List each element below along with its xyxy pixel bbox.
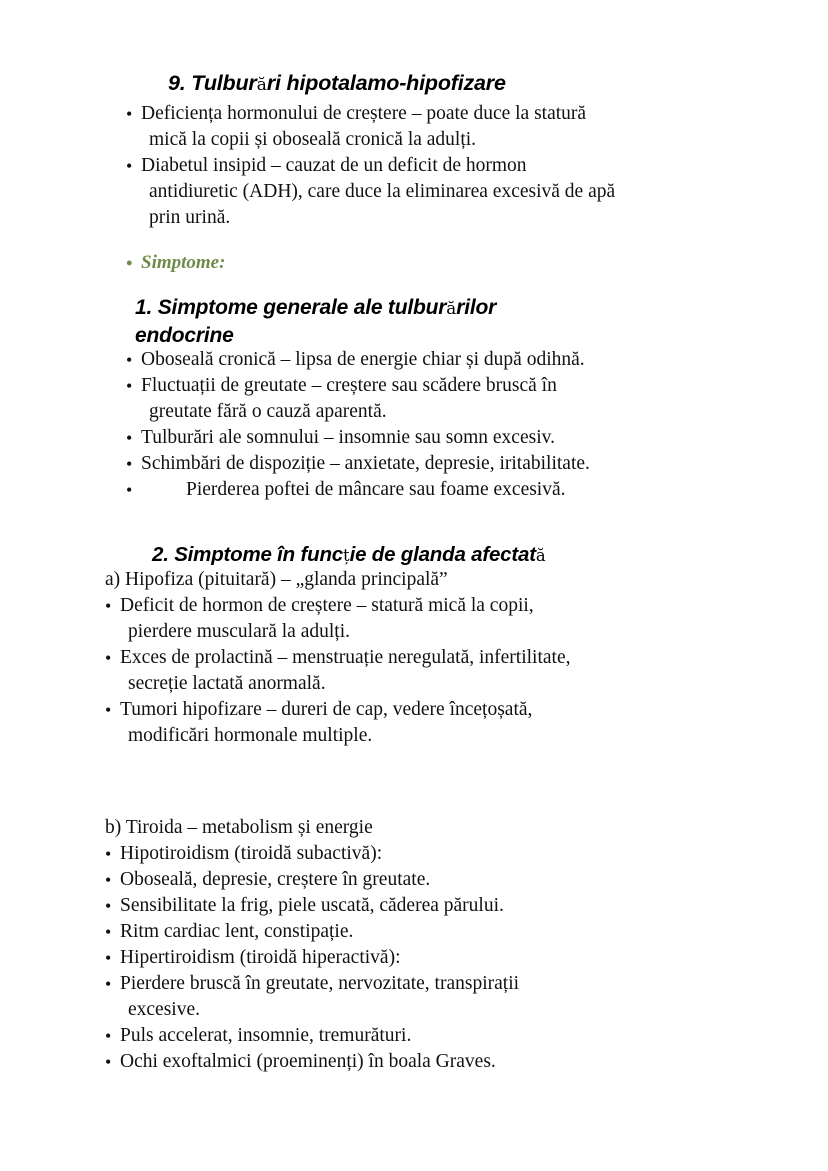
bullet-line-cont: secreție lactată anormală.: [128, 673, 326, 694]
list-item: [126, 250, 526, 276]
bullet-line: Tumori hipofizare – dureri de cap, vedere încețoșată,: [120, 699, 533, 720]
list-item: [126, 451, 706, 477]
list-item: [126, 101, 686, 153]
section-2-fallback-char-1: ț: [342, 546, 350, 565]
section-1-prefix: 1. Simptome generale ale tulbur: [135, 296, 447, 320]
list-item: [126, 425, 706, 451]
list-item: [105, 867, 705, 893]
section-1-suffix: rilor endocrine: [135, 296, 497, 348]
bullet-line-cont: mică la copii și oboseală cronică la adulți.: [149, 129, 477, 150]
section-2-fallback-char-2: ă: [535, 546, 546, 565]
page-title-suffix: ri hipotalamo-hipofizare: [266, 71, 506, 96]
section-2-heading: [152, 541, 546, 568]
bullet-line: Fluctuații de greutate – creștere sau scădere bruscă în: [141, 375, 557, 396]
bullet-line: Sensibilitate la frig, piele uscată, căderea părului.: [120, 895, 504, 916]
bullet-line-cont: pierdere musculară la adulți.: [128, 621, 350, 642]
general-symptoms-list: [126, 347, 706, 503]
bullet-line: Oboseală cronică – lipsa de energie chiar și după odihnă.: [141, 349, 585, 370]
section-1-fallback-char: ă: [446, 298, 457, 319]
bullet-line-cont: antidiuretic (ADH), care duce la eliminarea excesivă de apă: [149, 181, 616, 202]
group-a-bullet-list: [105, 593, 705, 749]
group-b-tiroida: [105, 815, 705, 1075]
group-b-bullet-list: [105, 841, 705, 1075]
bullet-line: Deficit de hormon de creștere – statură mică la copii,: [120, 595, 534, 616]
intro-bullet-list: [126, 101, 686, 231]
list-item: [105, 919, 705, 945]
page-title: [168, 69, 506, 97]
section-2-prefix: 2. Simptome în func: [152, 543, 343, 566]
bullet-line: Hipotiroidism (tiroidă subactivă):: [120, 843, 383, 864]
list-item: [105, 645, 705, 697]
list-item: [105, 593, 705, 645]
bullet-line: Oboseală, depresie, creștere în greutate.: [120, 869, 431, 890]
list-item: [105, 945, 705, 971]
list-item-unbulleted: [126, 477, 706, 503]
section-1-heading: [135, 294, 565, 349]
group-b-label: b) Tiroida – metabolism și energie: [105, 817, 373, 838]
group-a-label: a) Hipofiza (pituitară) – „glanda principală”: [105, 569, 448, 590]
bullet-line: Exces de prolactină – menstruație neregulată, infertilitate,: [120, 647, 571, 668]
bullet-line: Ritm cardiac lent, constipație.: [120, 921, 354, 942]
page-title-fallback-char: ă: [256, 75, 267, 96]
bullet-line: Hipertiroidism (tiroidă hiperactivă):: [120, 947, 401, 968]
bullet-line: Puls accelerat, insomnie, tremurături.: [120, 1025, 412, 1046]
bullet-line-cont: modificări hormonale multiple.: [128, 725, 373, 746]
page-title-prefix: 9. Tulbur: [168, 71, 257, 96]
bullet-line: Tulburări ale somnului – insomnie sau somn excesiv.: [141, 427, 555, 448]
bullet-line: Deficiența hormonului de creștere – poate duce la statură: [141, 103, 587, 124]
bullet-line: Ochi exoftalmici (proeminenți) în boala Graves.: [120, 1051, 496, 1072]
bullet-line-cont: prin urină.: [149, 207, 231, 228]
bullet-line: Schimbări de dispoziție – anxietate, depresie, iritabilitate.: [141, 453, 590, 474]
list-item: [126, 153, 686, 231]
list-item: [105, 841, 705, 867]
list-item: [126, 347, 706, 373]
bullet-line-cont: greutate fără o cauză aparentă.: [149, 401, 387, 422]
list-item: [126, 373, 706, 425]
list-item: [105, 971, 705, 1023]
list-item: [105, 697, 705, 749]
bullet-line-cont: excesive.: [128, 999, 201, 1020]
section-2-middle: ie de glanda afectat: [349, 543, 536, 566]
simptome-bullet-list: [126, 250, 526, 276]
list-item: [105, 1049, 705, 1075]
list-item: [105, 1023, 705, 1049]
list-item: [105, 893, 705, 919]
bullet-line: Pierdere bruscă în greutate, nervozitate, transpirații: [120, 973, 520, 994]
bullet-line: Diabetul insipid – cauzat de un deficit de hormon: [141, 155, 527, 176]
group-a-hipofiza: [105, 567, 705, 749]
trailing-line: • Pierderea poftei de mâncare sau foame excesivă.: [186, 479, 566, 500]
simptome-label: Simptome:: [141, 252, 226, 273]
